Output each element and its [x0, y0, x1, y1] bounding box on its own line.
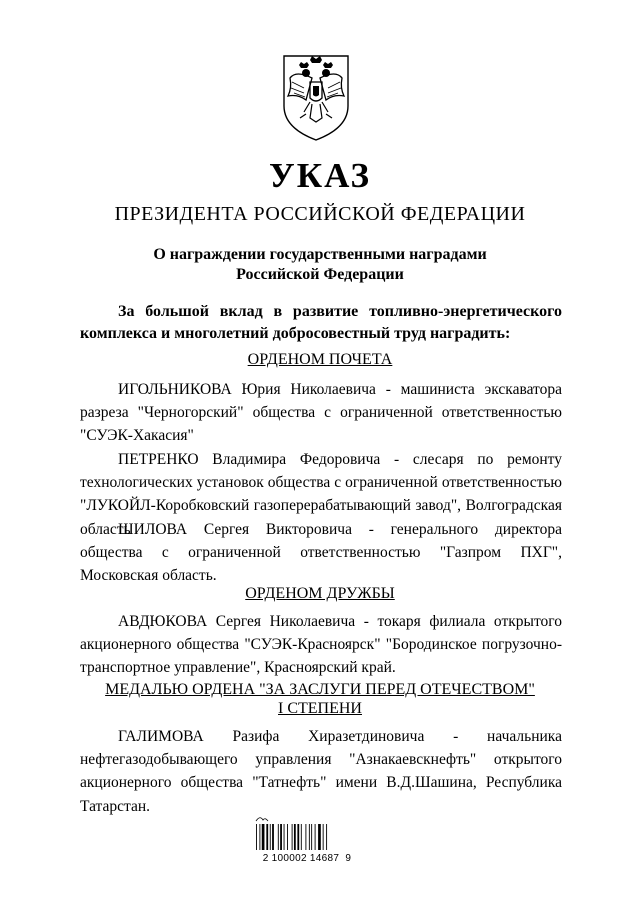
award-heading-medal-line-1: МЕДАЛЬЮ ОРДЕНА "ЗА ЗАСЛУГИ ПЕРЕД ОТЕЧЕСТВОМ" [105, 681, 535, 698]
document-subtitle: ПРЕЗИДЕНТА РОССИЙСКОЙ ФЕДЕРАЦИИ [114, 203, 526, 225]
barcode-bar [301, 824, 302, 850]
barcode-bar [284, 824, 285, 850]
intro-line-1: За большой вклад в развитие топливно-энергетического [118, 303, 562, 320]
barcode-bar [259, 824, 260, 850]
barcode-bar [272, 824, 274, 850]
awardee-entry: ИГОЛЬНИКОВА Юрия Николаевича - машиниста экскаватора разреза "Черногорский" общества с ограниченной ответственностью "СУЭК-Хакасия" [80, 381, 562, 445]
award-heading-order-of-friendship: ОРДЕНОМ ДРУЖБЫ [245, 585, 395, 602]
barcode [252, 815, 362, 871]
barcode-bar [311, 824, 312, 850]
barcode-bars [252, 815, 362, 851]
barcode-bar [278, 824, 279, 850]
awardee-entry: ПЕТРЕНКО Владимира Федоровича - слесаря по ремонту технологических установок общества с ограниченной ответственностью "ЛУКОЙЛ-Коробковский газоперерабатывающий завод", Волгоградская область [80, 451, 562, 538]
intro-line-2: комплекса и многолетний добросовестный труд наградить: [80, 325, 511, 342]
barcode-bar [266, 824, 268, 850]
award-heading-medal-line-2: I СТЕПЕНИ [278, 700, 362, 717]
intro-paragraph [80, 301, 562, 345]
subject-line-1: О награждении государственными наградами [153, 246, 487, 263]
barcode-bar [294, 824, 296, 850]
document-title: УКАЗ [269, 156, 371, 195]
barcode-bar [262, 824, 265, 850]
barcode-bar [326, 824, 327, 850]
barcode-bar [318, 824, 321, 850]
signature-mark [256, 818, 268, 821]
awardee-entry: ГАЛИМОВА Разифа Хиразетдиновича - начальника нефтегазодобывающего управления "Азнакаевскнефть" открытого акционерного общества "Татнефть" имени В.Д.Шашина, Республика Татарстан. [80, 728, 562, 815]
subject-line-2: Российской Федерации [236, 266, 404, 283]
barcode-bar [297, 824, 299, 850]
barcode-bar [256, 824, 257, 850]
barcode-bar [270, 824, 271, 850]
document-subject [0, 245, 640, 285]
barcode-bar [323, 824, 324, 850]
barcode-bar [292, 824, 293, 850]
barcode-bar [309, 824, 310, 850]
awardee-entry: АВДЮКОВА Сергея Николаевича - токаря филиала открытого акционерного общества "СУЭК-Красноярск" "Бородинское погрузочно-транспортное управление", Красноярский край. [80, 613, 562, 677]
award-heading-order-of-honour: ОРДЕНОМ ПОЧЕТА [247, 351, 393, 368]
barcode-bar [287, 824, 288, 850]
barcode-bar [280, 824, 282, 850]
barcode-bar [315, 824, 316, 850]
barcode-bar [305, 824, 306, 850]
coat-of-arms-emblem [276, 48, 356, 143]
awardee-entry: ШИЛОВА Сергея Викторовича - генерального директора общества с ограниченной ответственностью "Газпром ПХГ", Московская область. [80, 521, 562, 585]
barcode-number: 2 100002 14687 9 [262, 853, 352, 864]
